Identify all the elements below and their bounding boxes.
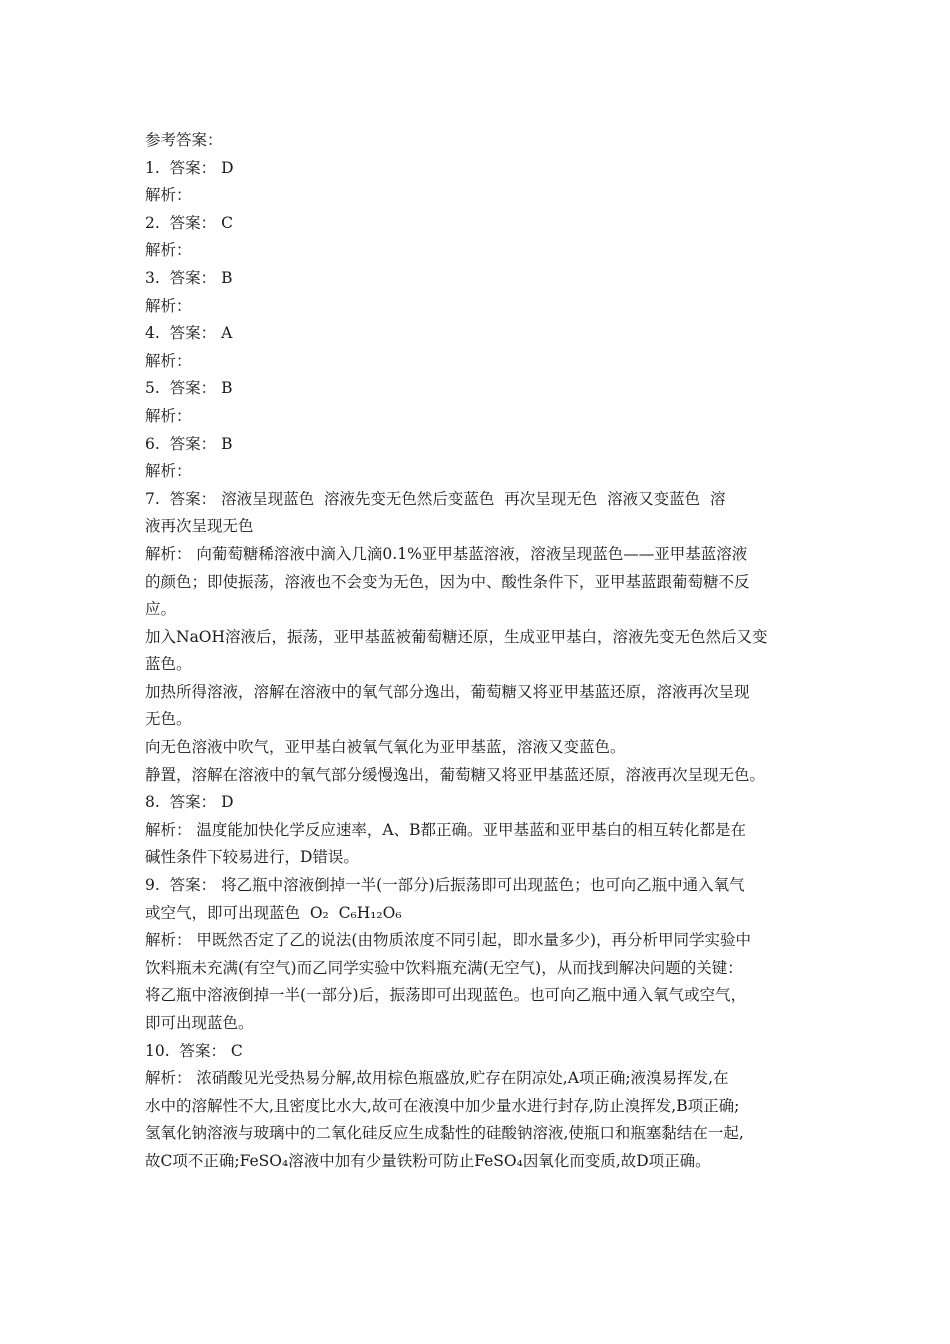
analysis-7-line-9: 静置，溶解在溶液中的氧气部分缓慢逸出，葡萄糖又将亚甲基蓝还原，溶液再次呈现无色。 [145, 765, 766, 784]
answer-3: 3. 答案： B [145, 268, 233, 287]
answer-10: 10. 答案： C [145, 1041, 243, 1060]
answer-6: 6. 答案： B [145, 434, 233, 453]
analysis-10-line-4: 故C项不正确;FeSO₄溶液中加有少量铁粉可防止FeSO₄因氧化而变质,故D项正确。 [145, 1151, 711, 1170]
analysis-9-line-3: 将乙瓶中溶液倒掉一半(一部分)后，振荡即可出现蓝色。也可向乙瓶中通入氧气或空气， [145, 986, 747, 1005]
analysis-2: 解析： [145, 241, 192, 260]
answer-7-line-1: 7. 答案： 溶液呈现蓝色 溶液先变无色然后变蓝色 再次呈现无色 溶液又变蓝色 溶 [145, 489, 726, 508]
answer-9-line-1: 9. 答案： 将乙瓶中溶液倒掉一半(一部分)后振荡即可出现蓝色；也可向乙瓶中通入氧气 [145, 876, 745, 895]
answer-2: 2. 答案： C [145, 213, 233, 232]
analysis-7-line-7: 无色。 [145, 710, 192, 729]
analysis-9-line-2: 饮料瓶未充满(有空气)而乙同学实验中饮料瓶充满(无空气)，从而找到解决问题的关键： [145, 958, 743, 977]
analysis-8-line-2: 碱性条件下较易进行，D错误。 [145, 848, 359, 867]
analysis-10-line-1: 解析： 浓硝酸见光受热易分解,故用棕色瓶盛放,贮存在阴凉处,A项正确;液溴易挥发,在 [145, 1069, 729, 1088]
analysis-7-line-4: 加入NaOH溶液后，振荡，亚甲基蓝被葡萄糖还原，生成亚甲基白，溶液先变无色然后又变 [145, 627, 768, 646]
analysis-9-line-4: 即可出现蓝色。 [145, 1014, 254, 1032]
analysis-10-line-2: 水中的溶解性不大,且密度比水大,故可在液溴中加少量水进行封存,防止溴挥发,B项正确; [145, 1096, 740, 1115]
analysis-5: 解析： [145, 406, 192, 425]
analysis-7-line-1: 解析： 向葡萄糖稀溶液中滴入几滴0.1%亚甲基蓝溶液，溶液呈现蓝色——亚甲基蓝溶液 [145, 544, 748, 563]
analysis-7-line-3: 应。 [145, 600, 177, 619]
analysis-1: 解析： [145, 186, 192, 205]
answer-5: 5. 答案： B [145, 379, 233, 398]
analysis-9-line-1: 解析： 甲既然否定了乙的说法(由物质浓度不同引起，即水量多少)，再分析甲同学实验中 [145, 931, 752, 950]
heading: 参考答案： [145, 131, 223, 149]
analysis-6: 解析： [145, 462, 192, 481]
answer-key [145, 127, 810, 1176]
answer-4: 4. 答案： A [145, 324, 233, 343]
analysis-7-line-2: 的颜色；即使振荡，溶液也不会变为无色，因为中、酸性条件下，亚甲基蓝跟葡萄糖不反 [145, 572, 750, 591]
answer-9-line-2: 或空气，即可出现蓝色 O₂ C₆H₁₂O₆ [145, 903, 402, 922]
analysis-8-line-1: 解析： 温度能加快化学反应速率，A、B都正确。亚甲基蓝和亚甲基白的相互转化都是在 [145, 820, 747, 839]
analysis-3: 解析： [145, 296, 192, 315]
answer-7-line-2: 液再次呈现无色 [145, 517, 254, 536]
analysis-7-line-5: 蓝色。 [145, 655, 192, 674]
analysis-10-line-3: 氢氧化钠溶液与玻璃中的二氧化硅反应生成黏性的硅酸钠溶液,使瓶口和瓶塞黏结在一起, [145, 1124, 744, 1143]
analysis-7-line-6: 加热所得溶液，溶解在溶液中的氧气部分逸出，葡萄糖又将亚甲基蓝还原，溶液再次呈现 [145, 682, 750, 701]
analysis-7-line-8: 向无色溶液中吹气，亚甲基白被氧气氧化为亚甲基蓝，溶液又变蓝色。 [145, 738, 626, 757]
answer-1: 1. 答案： D [145, 158, 234, 177]
analysis-4: 解析： [145, 351, 192, 370]
answer-8: 8. 答案： D [145, 793, 234, 812]
